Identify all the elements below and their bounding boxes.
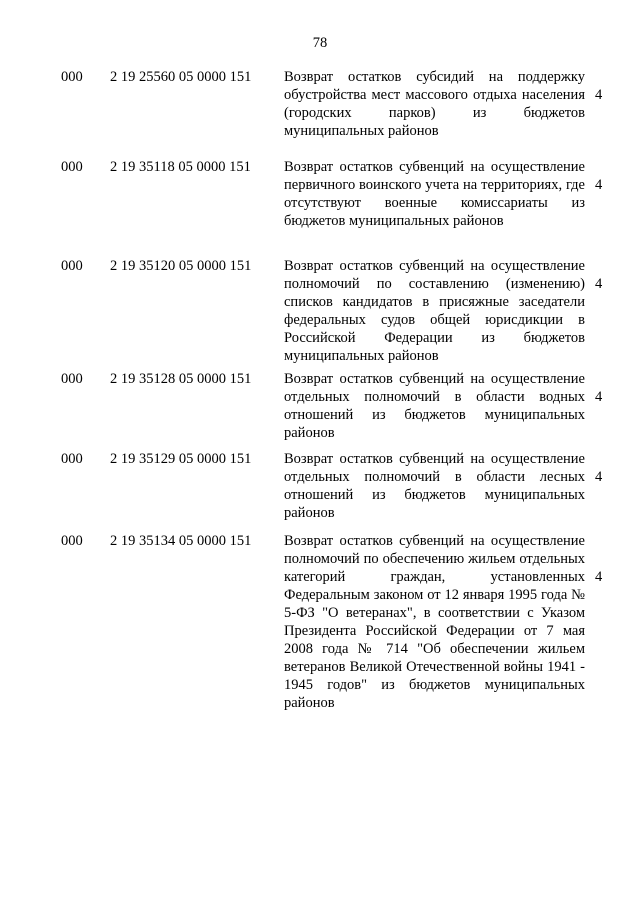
revenue-name-cell: Возврат остатков субвенций на осуществление полномочий по составлению (изменению) списков кандидатов в присяжные заседатели федеральных судов общей юрисдикции в Российской Федерации из бюджетов муниципальных районов (284, 258, 585, 364)
budget-code-cell: 2 19 35129 05 0000 151 (110, 451, 252, 467)
table-row (0, 532, 640, 732)
budget-code-cell: 2 19 35128 05 0000 151 (110, 371, 252, 387)
budget-code-cell: 2 19 35134 05 0000 151 (110, 533, 252, 549)
budget-code-cell: 2 19 35118 05 0000 151 (110, 159, 251, 175)
admin-code-cell: 000 (61, 533, 83, 549)
admin-code-cell: 000 (61, 258, 83, 274)
level-cell: 4 (595, 569, 603, 585)
table-row (0, 68, 640, 158)
level-cell: 4 (595, 177, 603, 193)
admin-code-cell: 000 (61, 159, 83, 175)
revenue-name-cell: Возврат остатков субвенций на осуществление отдельных полномочий в области лесных отношений из бюджетов муниципальных районов (284, 451, 585, 521)
revenue-name-cell: Возврат остатков субвенций на осуществление полномочий по обеспечению жильем отдельных категорий граждан, установленных Федеральным законом от 12 января 1995 года № 5-ФЗ "О ветеранах", в соответствии с Указом Президента Российской Федерации от 7 мая 2008 года № 714 "Об обеспечении жильем ветеранов Великой Отечественной войны 1941 - 1945 годов" из бюджетов муниципальных районов (284, 533, 585, 711)
level-cell: 4 (595, 469, 603, 485)
table-row (0, 450, 640, 532)
table-row (0, 257, 640, 370)
level-cell: 4 (595, 389, 603, 405)
revenue-name-cell: Возврат остатков субвенций на осуществление отдельных полномочий в области водных отношений из бюджетов муниципальных районов (284, 371, 585, 441)
table-row (0, 370, 640, 450)
admin-code-cell: 000 (61, 371, 83, 387)
admin-code-cell: 000 (61, 451, 83, 467)
budget-code-cell: 2 19 25560 05 0000 151 (110, 69, 252, 85)
level-cell: 4 (595, 87, 603, 103)
revenue-name-cell: Возврат остатков субвенций на осуществление первичного воинского учета на территориях, где отсутствуют военные комиссариаты из бюджетов муниципальных районов (284, 159, 585, 229)
revenue-code-table (0, 68, 640, 732)
table-row (0, 158, 640, 257)
revenue-name-cell: Возврат остатков субсидий на поддержку обустройства мест массового отдыха населения (городских парков) из бюджетов муниципальных районов (284, 69, 585, 139)
budget-code-cell: 2 19 35120 05 0000 151 (110, 258, 252, 274)
admin-code-cell: 000 (61, 69, 83, 85)
page-number: 78 (312, 35, 328, 51)
level-cell: 4 (595, 276, 603, 292)
